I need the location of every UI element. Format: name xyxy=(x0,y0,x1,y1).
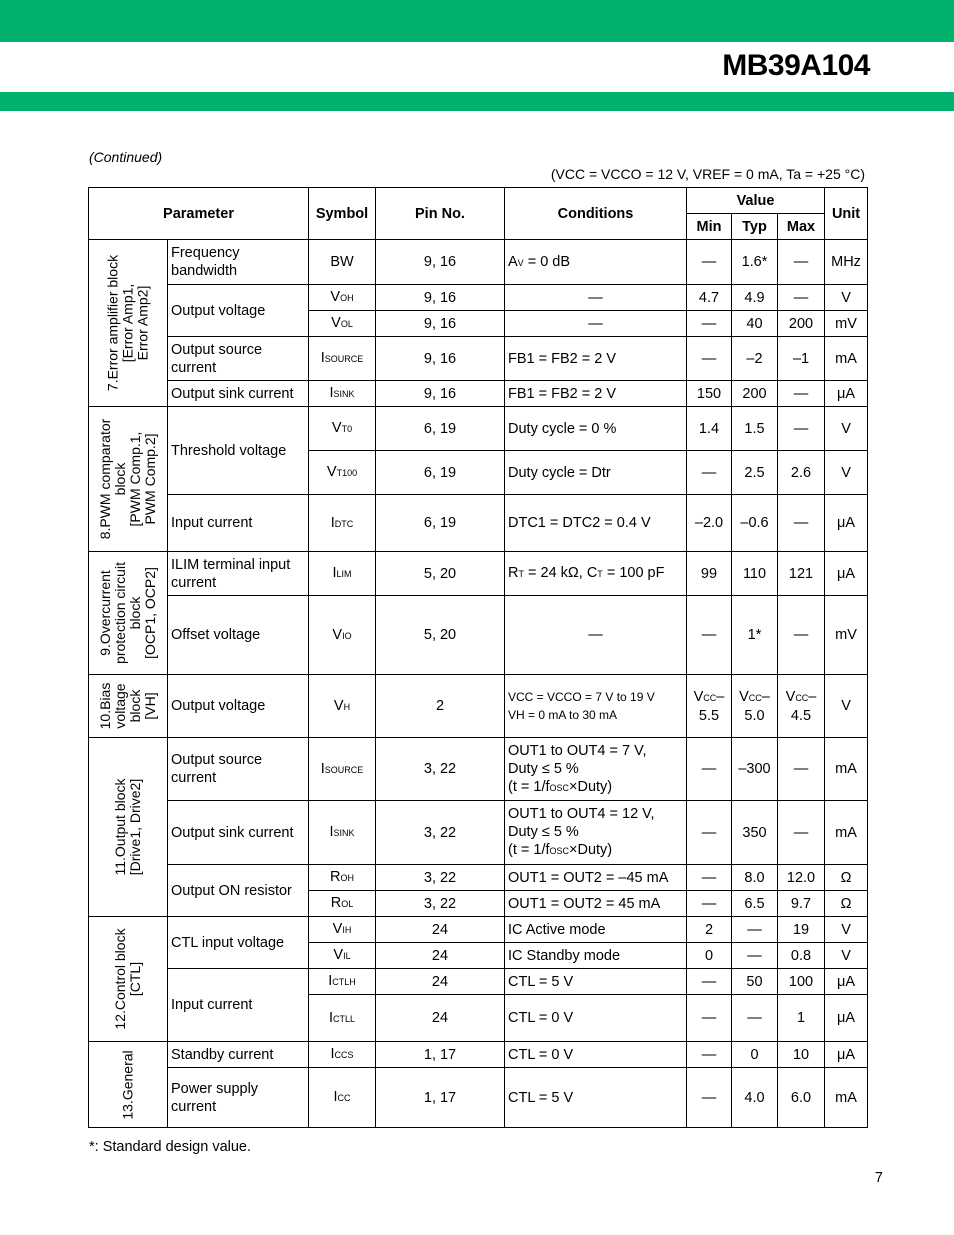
unit-cell: mA xyxy=(825,801,868,865)
header-value: Value xyxy=(687,188,825,214)
document-title: MB39A104 xyxy=(722,49,870,82)
typ-cell: VCC– 5.0 xyxy=(732,675,778,738)
pin-cell: 9, 16 xyxy=(376,337,505,381)
max-cell: — xyxy=(778,801,825,865)
block-label-output: 11.Output block [Drive1, Drive2] xyxy=(89,738,168,917)
min-cell: 99 xyxy=(687,552,732,596)
param-cell: Output source current xyxy=(168,337,309,381)
continued-label: (Continued) xyxy=(89,149,163,165)
pin-cell: 24 xyxy=(376,943,505,969)
block-label-control: 12.Control block [CTL] xyxy=(89,917,168,1042)
min-cell: — xyxy=(687,596,732,675)
symbol-cell: ILIM xyxy=(309,552,376,596)
symbol-cell: ICTLH xyxy=(309,969,376,995)
param-cell: Input current xyxy=(168,495,309,552)
symbol-cell: ISOURCE xyxy=(309,337,376,381)
table-row xyxy=(89,738,868,801)
typ-cell: — xyxy=(732,917,778,943)
pin-cell: 24 xyxy=(376,917,505,943)
symbol-cell: VT100 xyxy=(309,451,376,495)
unit-cell: μA xyxy=(825,381,868,407)
header-min: Min xyxy=(687,214,732,240)
min-cell: — xyxy=(687,240,732,285)
symbol-subscript: SINK xyxy=(333,828,355,838)
conditions-cell: DTC1 = DTC2 = 0.4 V xyxy=(505,495,687,552)
header-conditions: Conditions xyxy=(505,188,687,240)
min-cell: — xyxy=(687,891,732,917)
typ-cell: 8.0 xyxy=(732,865,778,891)
max-cell: 10 xyxy=(778,1042,825,1068)
pin-cell: 3, 22 xyxy=(376,891,505,917)
symbol-cell: ISINK xyxy=(309,801,376,865)
max-cell: — xyxy=(778,407,825,451)
pin-cell: 3, 22 xyxy=(376,801,505,865)
min-cell: — xyxy=(687,801,732,865)
conditions-cell: RT = 24 kΩ, CT = 100 pF xyxy=(505,552,687,596)
conditions-cell: OUT1 = OUT2 = 45 mA xyxy=(505,891,687,917)
min-cell: — xyxy=(687,311,732,337)
pin-cell: 9, 16 xyxy=(376,381,505,407)
param-cell: Output voltage xyxy=(168,675,309,738)
param-cell: Output sink current xyxy=(168,801,309,865)
symbol-cell: VIL xyxy=(309,943,376,969)
param-cell: Offset voltage xyxy=(168,596,309,675)
table-row xyxy=(89,240,868,285)
table-row xyxy=(89,381,868,407)
typ-cell: –2 xyxy=(732,337,778,381)
table-row xyxy=(89,865,868,891)
max-cell: 1 xyxy=(778,995,825,1042)
symbol-cell: VIO xyxy=(309,596,376,675)
pin-cell: 3, 22 xyxy=(376,738,505,801)
symbol-cell: VH xyxy=(309,675,376,738)
min-cell: VCC– 5.5 xyxy=(687,675,732,738)
unit-cell: μA xyxy=(825,995,868,1042)
typ-cell: 4.9 xyxy=(732,285,778,311)
pin-cell: 9, 16 xyxy=(376,240,505,285)
unit-cell: mA xyxy=(825,738,868,801)
conditions-note: (VCC = VCCO = 12 V, VREF = 0 mA, Ta = +25 °C) xyxy=(550,166,865,182)
param-cell: CTL input voltage xyxy=(168,917,309,969)
param-cell: Power supply current xyxy=(168,1068,309,1128)
footnote: *: Standard design value. xyxy=(89,1139,252,1155)
conditions-cell: CTL = 5 V xyxy=(505,1068,687,1128)
unit-cell: mV xyxy=(825,311,868,337)
symbol-subscript: OH xyxy=(340,873,354,883)
conditions-cell: CTL = 5 V xyxy=(505,969,687,995)
symbol-cell: VOL xyxy=(309,311,376,337)
table-row xyxy=(89,1042,868,1068)
pin-cell: 2 xyxy=(376,675,505,738)
typ-cell: 1.6* xyxy=(732,240,778,285)
block-label-general: 13.General xyxy=(89,1042,168,1128)
conditions-cell: OUT1 to OUT4 = 7 V, Duty ≤ 5 % (t = 1/fOSC×Duty) xyxy=(505,738,687,801)
symbol-cell: VIH xyxy=(309,917,376,943)
header-parameter: Parameter xyxy=(89,188,309,240)
symbol-cell: ICCS xyxy=(309,1042,376,1068)
max-cell: –1 xyxy=(778,337,825,381)
typ-cell: 350 xyxy=(732,801,778,865)
max-cell: — xyxy=(778,240,825,285)
param-cell: Threshold voltage xyxy=(168,407,309,495)
pin-cell: 6, 19 xyxy=(376,451,505,495)
max-cell: 12.0 xyxy=(778,865,825,891)
unit-cell: V xyxy=(825,451,868,495)
typ-cell: 1.5 xyxy=(732,407,778,451)
symbol-subscript: CTLH xyxy=(332,977,356,987)
electrical-characteristics-table xyxy=(88,187,868,1128)
conditions-cell: AV = 0 dB xyxy=(505,240,687,285)
symbol-cell: ICC xyxy=(309,1068,376,1128)
typ-cell: 1* xyxy=(732,596,778,675)
conditions-cell: OUT1 = OUT2 = –45 mA xyxy=(505,865,687,891)
table-row xyxy=(89,917,868,943)
min-cell: — xyxy=(687,1042,732,1068)
typ-cell: 4.0 xyxy=(732,1068,778,1128)
min-cell: — xyxy=(687,995,732,1042)
typ-cell: 50 xyxy=(732,969,778,995)
pin-cell: 1, 17 xyxy=(376,1068,505,1128)
conditions-cell: CTL = 0 V xyxy=(505,995,687,1042)
conditions-cell: Duty cycle = Dtr xyxy=(505,451,687,495)
top-brand-bar xyxy=(0,0,954,42)
min-cell: 1.4 xyxy=(687,407,732,451)
unit-cell: mV xyxy=(825,596,868,675)
table-row xyxy=(89,495,868,552)
symbol-cell: ISOURCE xyxy=(309,738,376,801)
pin-cell: 5, 20 xyxy=(376,596,505,675)
symbol-subscript: OL xyxy=(341,899,354,909)
symbol-subscript: T100 xyxy=(336,468,358,478)
pin-cell: 6, 19 xyxy=(376,407,505,451)
header-unit: Unit xyxy=(825,188,868,240)
header-pin: Pin No. xyxy=(376,188,505,240)
unit-cell: V xyxy=(825,407,868,451)
typ-cell: –300 xyxy=(732,738,778,801)
block-label-pwm-comparator: 8.PWM comparator block [PWM Comp.1, PWM Comp.2] xyxy=(89,407,168,552)
symbol-subscript: SOURCE xyxy=(324,764,364,775)
conditions-cell: FB1 = FB2 = 2 V xyxy=(505,381,687,407)
max-cell: 121 xyxy=(778,552,825,596)
block-label-overcurrent-protection: 9.Overcurrent protection circuit block [OCP1, OCP2] xyxy=(89,552,168,675)
unit-cell: Ω xyxy=(825,865,868,891)
symbol-subscript: IO xyxy=(342,630,352,641)
param-cell: Output sink current xyxy=(168,381,309,407)
page-number: 7 xyxy=(874,1170,883,1186)
min-cell: –2.0 xyxy=(687,495,732,552)
unit-cell: μA xyxy=(825,1042,868,1068)
param-cell: Frequency bandwidth xyxy=(168,240,309,285)
pin-cell: 3, 22 xyxy=(376,865,505,891)
conditions-cell: IC Active mode xyxy=(505,917,687,943)
symbol-cell: ISINK xyxy=(309,381,376,407)
min-cell: 4.7 xyxy=(687,285,732,311)
max-cell: 0.8 xyxy=(778,943,825,969)
max-cell: 100 xyxy=(778,969,825,995)
param-cell: Input current xyxy=(168,969,309,1042)
param-cell: ILIM terminal input current xyxy=(168,552,309,596)
min-cell: — xyxy=(687,337,732,381)
max-cell: — xyxy=(778,738,825,801)
symbol-subscript: H xyxy=(343,701,351,712)
symbol-subscript: OH xyxy=(340,293,354,303)
max-cell: 19 xyxy=(778,917,825,943)
table-row xyxy=(89,969,868,995)
max-cell: 200 xyxy=(778,311,825,337)
header-symbol: Symbol xyxy=(309,188,376,240)
symbol-cell: ROL xyxy=(309,891,376,917)
table-row xyxy=(89,1068,868,1128)
max-cell: — xyxy=(778,381,825,407)
conditions-cell: CTL = 0 V xyxy=(505,1042,687,1068)
max-cell: VCC– 4.5 xyxy=(778,675,825,738)
symbol-subscript: SINK xyxy=(333,389,355,399)
conditions-cell: VCC = VCCO = 7 V to 19 V VH = 0 mA to 30 mA xyxy=(505,675,687,738)
typ-cell: 6.5 xyxy=(732,891,778,917)
table-row xyxy=(89,596,868,675)
symbol-cell: ROH xyxy=(309,865,376,891)
typ-cell: 2.5 xyxy=(732,451,778,495)
unit-cell: Ω xyxy=(825,891,868,917)
symbol-cell: VOH xyxy=(309,285,376,311)
max-cell: 9.7 xyxy=(778,891,825,917)
block-label-error-amplifier: 7.Error amplifier block [Error Amp1, Error Amp2] xyxy=(89,240,168,407)
pin-cell: 6, 19 xyxy=(376,495,505,552)
min-cell: 0 xyxy=(687,943,732,969)
header-typ: Typ xyxy=(732,214,778,240)
param-cell: Output voltage xyxy=(168,285,309,337)
symbol-subscript: IH xyxy=(342,925,352,935)
typ-cell: 0 xyxy=(732,1042,778,1068)
unit-cell: μA xyxy=(825,969,868,995)
table-row xyxy=(89,407,868,451)
pin-cell: 24 xyxy=(376,969,505,995)
symbol-cell: VT0 xyxy=(309,407,376,451)
min-cell: — xyxy=(687,738,732,801)
typ-cell: 200 xyxy=(732,381,778,407)
max-cell: — xyxy=(778,495,825,552)
conditions-cell: FB1 = FB2 = 2 V xyxy=(505,337,687,381)
conditions-cell: OUT1 to OUT4 = 12 V, Duty ≤ 5 % (t = 1/fOSC×Duty) xyxy=(505,801,687,865)
max-cell: 2.6 xyxy=(778,451,825,495)
symbol-subscript: CCS xyxy=(334,1050,354,1060)
symbol-subscript: CC xyxy=(337,1093,351,1103)
pin-cell: 9, 16 xyxy=(376,285,505,311)
pin-cell: 5, 20 xyxy=(376,552,505,596)
symbol-cell: ICTLL xyxy=(309,995,376,1042)
table-row xyxy=(89,552,868,596)
symbol-cell: IDTC xyxy=(309,495,376,552)
symbol-subscript: OL xyxy=(340,319,353,329)
param-cell: Standby current xyxy=(168,1042,309,1068)
symbol-subscript: CTLL xyxy=(333,1013,355,1024)
symbol-subscript: SOURCE xyxy=(324,354,364,364)
unit-cell: V xyxy=(825,285,868,311)
min-cell: — xyxy=(687,1068,732,1128)
typ-cell: — xyxy=(732,943,778,969)
unit-cell: MHz xyxy=(825,240,868,285)
block-label-bias-voltage: 10.Bias voltage block [VH] xyxy=(89,675,168,738)
max-cell: — xyxy=(778,285,825,311)
max-cell: 6.0 xyxy=(778,1068,825,1128)
typ-cell: — xyxy=(732,995,778,1042)
table-row xyxy=(89,675,868,738)
param-cell: Output ON resistor xyxy=(168,865,309,917)
min-cell: — xyxy=(687,969,732,995)
param-cell: Output source current xyxy=(168,738,309,801)
unit-cell: mA xyxy=(825,337,868,381)
table-row xyxy=(89,285,868,311)
symbol-subscript: IL xyxy=(343,951,351,961)
conditions-cell: IC Standby mode xyxy=(505,943,687,969)
unit-cell: μA xyxy=(825,552,868,596)
table-row xyxy=(89,337,868,381)
pin-cell: 1, 17 xyxy=(376,1042,505,1068)
conditions-cell: — xyxy=(505,311,687,337)
typ-cell: 40 xyxy=(732,311,778,337)
unit-cell: V xyxy=(825,917,868,943)
min-cell: — xyxy=(687,451,732,495)
typ-cell: 110 xyxy=(732,552,778,596)
header-max: Max xyxy=(778,214,825,240)
table-row xyxy=(89,801,868,865)
conditions-cell: — xyxy=(505,285,687,311)
symbol-cell: BW xyxy=(309,240,376,285)
unit-cell: mA xyxy=(825,1068,868,1128)
max-cell: — xyxy=(778,596,825,675)
min-cell: 150 xyxy=(687,381,732,407)
conditions-cell: — xyxy=(505,596,687,675)
pin-cell: 9, 16 xyxy=(376,311,505,337)
header-underline-bar xyxy=(0,92,954,111)
min-cell: 2 xyxy=(687,917,732,943)
typ-cell: –0.6 xyxy=(732,495,778,552)
symbol-subscript: T0 xyxy=(341,424,353,434)
unit-cell: V xyxy=(825,675,868,738)
unit-cell: V xyxy=(825,943,868,969)
unit-cell: μA xyxy=(825,495,868,552)
min-cell: — xyxy=(687,865,732,891)
pin-cell: 24 xyxy=(376,995,505,1042)
symbol-subscript: DTC xyxy=(334,518,354,529)
symbol-subscript: LIM xyxy=(336,569,352,579)
conditions-cell: Duty cycle = 0 % xyxy=(505,407,687,451)
